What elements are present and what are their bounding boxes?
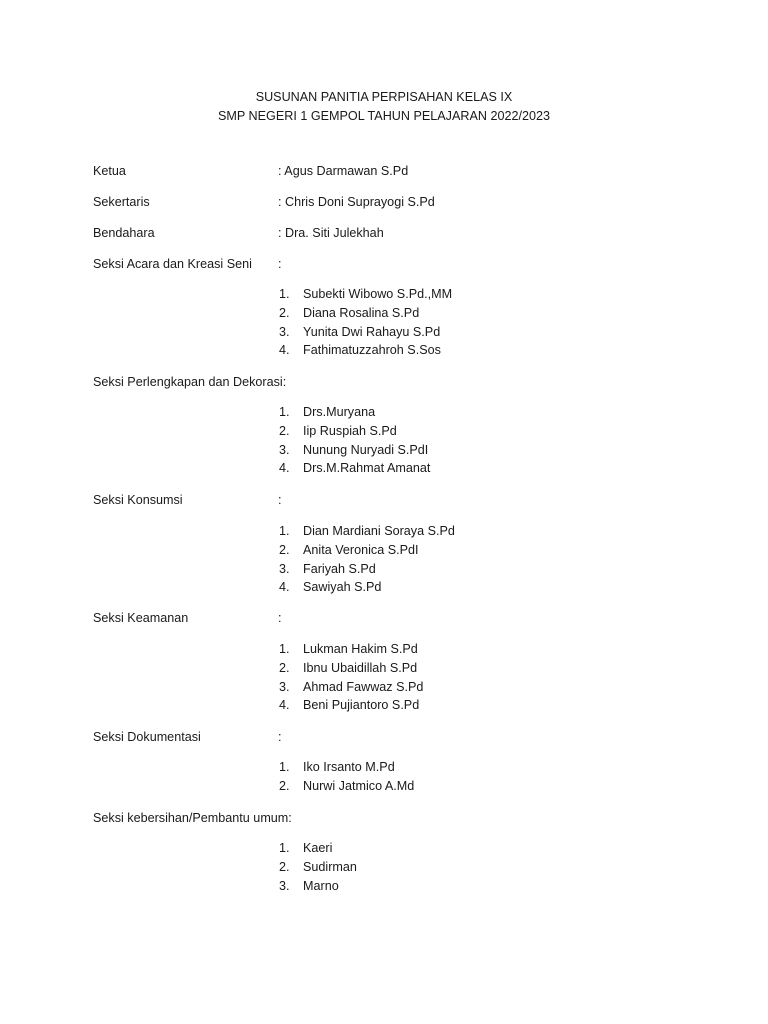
officer-value: : Chris Doni Suprayogi S.Pd xyxy=(278,195,435,209)
section-label-perlengkapan: Seksi Perlengkapan dan Dekorasi: xyxy=(93,375,287,389)
item-number: 3. xyxy=(279,679,290,694)
officer-label: Sekertaris xyxy=(93,195,150,209)
item-number: 4. xyxy=(279,698,290,713)
section-colon: : xyxy=(278,611,282,625)
list-item xyxy=(279,640,423,659)
member-name: Nunung Nuryadi S.PdI xyxy=(303,442,429,457)
member-list-acara xyxy=(279,285,452,360)
list-item xyxy=(279,459,430,478)
item-number: 1. xyxy=(279,524,290,538)
member-name: Sawiyah S.Pd xyxy=(303,580,382,595)
item-number: 1. xyxy=(279,760,290,774)
member-name: Subekti Wibowo S.Pd.,MM xyxy=(303,287,453,301)
item-number: 2. xyxy=(279,423,290,438)
list-item xyxy=(279,839,357,858)
member-name: Kaeri xyxy=(303,841,333,855)
item-number: 2. xyxy=(279,542,290,557)
section-label-keamanan: Seksi Keamanan xyxy=(93,611,189,625)
list-item xyxy=(279,541,455,560)
member-name: Diana Rosalina S.Pd xyxy=(303,305,420,320)
list-item xyxy=(279,323,452,342)
member-name: Fariyah S.Pd xyxy=(303,561,376,576)
list-item xyxy=(279,858,357,877)
member-name: Drs.Muryana xyxy=(303,405,376,419)
member-list-konsumsi xyxy=(279,522,455,597)
officer-label: Ketua xyxy=(93,164,126,178)
member-name: Ahmad Fawwaz S.Pd xyxy=(303,679,424,694)
list-item xyxy=(279,578,455,597)
item-number: 3. xyxy=(279,324,290,339)
list-item xyxy=(279,522,455,541)
list-item xyxy=(279,441,430,460)
item-number: 3. xyxy=(279,561,290,576)
item-number: 1. xyxy=(279,841,290,855)
member-name: Marno xyxy=(303,878,339,893)
item-number: 4. xyxy=(279,461,290,476)
item-number: 4. xyxy=(279,580,290,595)
list-item xyxy=(279,877,357,896)
member-name: Lukman Hakim S.Pd xyxy=(303,642,418,656)
officer-value: : Dra. Siti Julekhah xyxy=(278,226,384,240)
member-name: Dian Mardiani Soraya S.Pd xyxy=(303,524,455,538)
title-line-1: SUSUNAN PANITIA PERPISAHAN KELAS IX xyxy=(255,90,513,104)
section-label-konsumsi: Seksi Konsumsi xyxy=(93,493,183,507)
member-name: Ibnu Ubaidillah S.Pd xyxy=(303,660,418,675)
list-item xyxy=(279,560,455,579)
section-label-dokumentasi: Seksi Dokumentasi xyxy=(93,730,201,744)
list-item xyxy=(279,422,430,441)
list-item xyxy=(279,777,414,796)
section-colon: : xyxy=(278,730,282,744)
title-line-2: SMP NEGERI 1 GEMPOL TAHUN PELAJARAN 2022/2023 xyxy=(218,109,550,123)
list-item xyxy=(279,285,452,304)
member-name: Yunita Dwi Rahayu S.Pd xyxy=(303,324,441,339)
member-name: Anita Veronica S.PdI xyxy=(303,542,419,557)
member-name: Beni Pujiantoro S.Pd xyxy=(303,698,420,713)
officer-value: : Agus Darmawan S.Pd xyxy=(278,164,409,178)
member-list-dokumentasi xyxy=(279,758,414,796)
list-item xyxy=(279,403,430,422)
item-number: 1. xyxy=(279,642,290,656)
item-number: 1. xyxy=(279,405,290,419)
section-label-acara: Seksi Acara dan Kreasi Seni xyxy=(93,257,252,271)
list-item xyxy=(279,696,423,715)
member-name: Sudirman xyxy=(303,859,357,874)
list-item xyxy=(279,758,414,777)
member-name: Fathimatuzzahroh S.Sos xyxy=(303,343,441,358)
item-number: 4. xyxy=(279,343,290,358)
list-item xyxy=(279,304,452,323)
item-number: 2. xyxy=(279,859,290,874)
list-item xyxy=(279,341,452,360)
item-number: 3. xyxy=(279,442,290,457)
section-label-kebersihan: Seksi kebersihan/Pembantu umum: xyxy=(93,811,292,825)
list-item xyxy=(279,678,423,697)
item-number: 2. xyxy=(279,778,290,793)
section-colon: : xyxy=(278,257,282,271)
item-number: 2. xyxy=(279,305,290,320)
list-item xyxy=(279,659,423,678)
member-list-keamanan xyxy=(279,640,423,715)
document-title xyxy=(0,88,768,126)
member-name: Nurwi Jatmico A.Md xyxy=(303,778,415,793)
item-number: 1. xyxy=(279,287,290,301)
item-number: 3. xyxy=(279,878,290,893)
member-name: Iko Irsanto M.Pd xyxy=(303,760,395,774)
section-colon: : xyxy=(278,493,282,507)
member-name: Iip Ruspiah S.Pd xyxy=(303,423,397,438)
member-name: Drs.M.Rahmat Amanat xyxy=(303,461,431,476)
officer-label: Bendahara xyxy=(93,226,155,240)
member-list-perlengkapan xyxy=(279,403,430,478)
member-list-kebersihan xyxy=(279,839,357,895)
item-number: 2. xyxy=(279,660,290,675)
